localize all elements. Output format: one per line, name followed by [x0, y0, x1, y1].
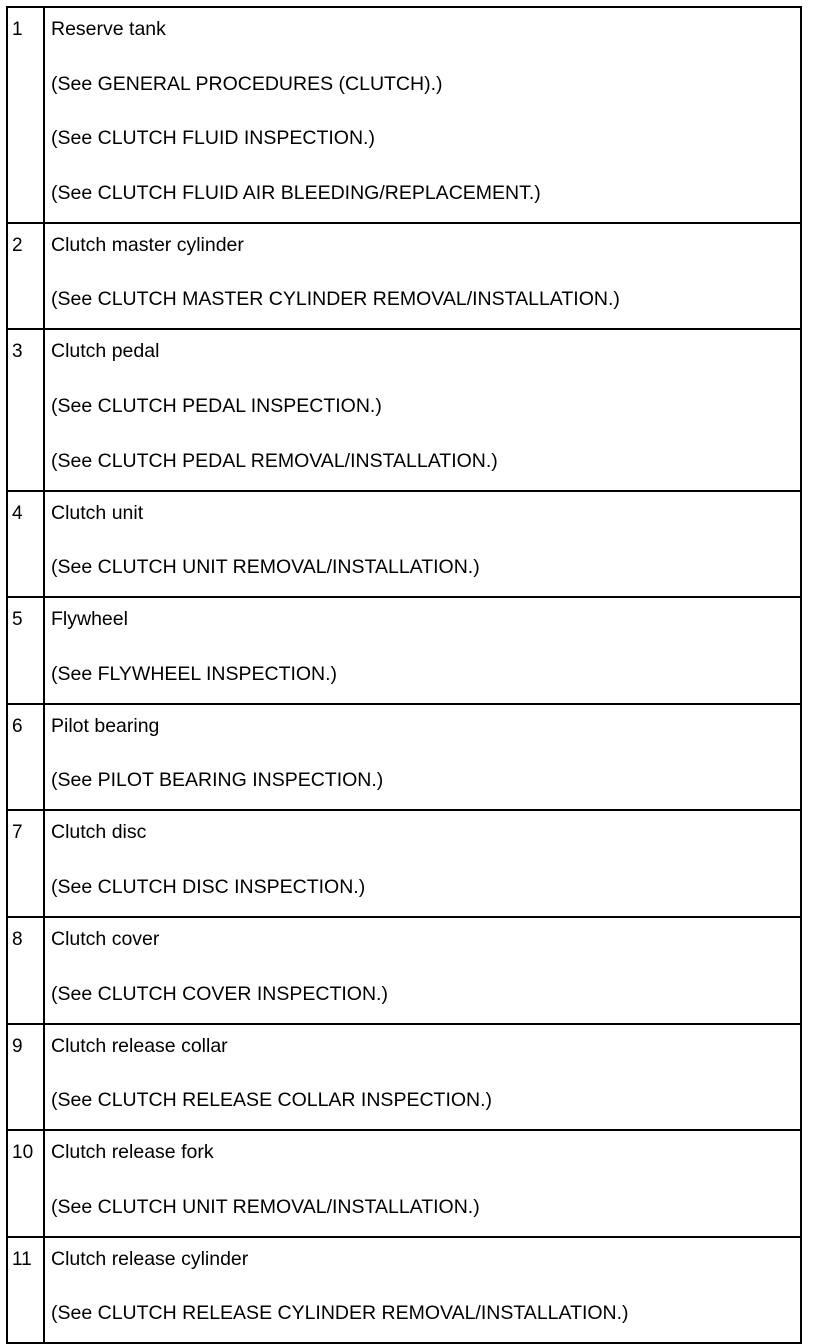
- item-number: 7: [8, 811, 45, 916]
- item-reference-link[interactable]: (See CLUTCH RELEASE COLLAR INSPECTION.): [51, 1089, 493, 1112]
- table-row: [8, 809, 800, 916]
- item-reference-link[interactable]: (See GENERAL PROCEDURES (CLUTCH).): [51, 72, 443, 95]
- item-reference-link[interactable]: (See FLYWHEEL INSPECTION.): [51, 662, 338, 685]
- item-content: [45, 598, 800, 703]
- item-title: Reserve tank: [51, 18, 166, 40]
- item-reference-link[interactable]: (See CLUTCH PEDAL INSPECTION.): [51, 394, 382, 417]
- item-content: [45, 1238, 800, 1343]
- item-content: [45, 1131, 800, 1236]
- table-row: [8, 222, 800, 329]
- table-row: [8, 8, 800, 222]
- item-reference-link[interactable]: (See CLUTCH COVER INSPECTION.): [51, 982, 388, 1005]
- table-row: [8, 1023, 800, 1130]
- item-title: Clutch master cylinder: [51, 233, 244, 256]
- table-row: [8, 328, 800, 489]
- item-number: 11: [8, 1238, 45, 1343]
- item-number: 3: [8, 330, 45, 489]
- item-reference-link[interactable]: (See CLUTCH UNIT REMOVAL/INSTALLATION.): [51, 556, 480, 579]
- item-title: Clutch release collar: [51, 1034, 228, 1057]
- item-reference-link[interactable]: (See CLUTCH UNIT REMOVAL/INSTALLATION.): [51, 1195, 480, 1218]
- item-content: [45, 492, 800, 597]
- component-reference-table: [6, 6, 802, 1344]
- table-row: [8, 1129, 800, 1236]
- item-reference-link[interactable]: (See CLUTCH FLUID INSPECTION.): [51, 127, 375, 150]
- item-content: [45, 1025, 800, 1130]
- item-title: Clutch release cylinder: [51, 1247, 249, 1270]
- item-number: 6: [8, 705, 45, 810]
- table-row: [8, 490, 800, 597]
- item-reference-link[interactable]: (See CLUTCH MASTER CYLINDER REMOVAL/INSTALLATION.): [51, 288, 620, 311]
- item-content: [45, 8, 800, 222]
- table-row: [8, 1236, 800, 1343]
- item-content: [45, 811, 800, 916]
- item-reference-link[interactable]: (See CLUTCH FLUID AIR BLEEDING/REPLACEMENT.): [51, 181, 541, 204]
- item-number: 1: [8, 8, 45, 222]
- item-title: Pilot bearing: [51, 714, 160, 737]
- item-content: [45, 224, 800, 329]
- table-row: [8, 596, 800, 703]
- item-number: 10: [8, 1131, 45, 1236]
- item-number: 9: [8, 1025, 45, 1130]
- item-number: 2: [8, 224, 45, 329]
- table-row: [8, 703, 800, 810]
- item-reference-link[interactable]: (See PILOT BEARING INSPECTION.): [51, 769, 384, 792]
- item-reference-link[interactable]: (See CLUTCH RELEASE CYLINDER REMOVAL/INSTALLATION.): [51, 1302, 629, 1325]
- item-content: [45, 330, 800, 489]
- item-title: Clutch release fork: [51, 1141, 214, 1164]
- item-title: Flywheel: [51, 608, 128, 631]
- item-title: Clutch unit: [51, 501, 144, 524]
- item-title: Clutch pedal: [51, 340, 160, 363]
- item-title: Clutch cover: [51, 927, 160, 950]
- item-number: 4: [8, 492, 45, 597]
- item-content: [45, 705, 800, 810]
- item-title: Clutch disc: [51, 821, 147, 844]
- item-reference-link[interactable]: (See CLUTCH DISC INSPECTION.): [51, 875, 366, 898]
- item-number: 5: [8, 598, 45, 703]
- item-content: [45, 918, 800, 1023]
- item-number: 8: [8, 918, 45, 1023]
- table-row: [8, 916, 800, 1023]
- item-reference-link[interactable]: (See CLUTCH PEDAL REMOVAL/INSTALLATION.): [51, 449, 498, 472]
